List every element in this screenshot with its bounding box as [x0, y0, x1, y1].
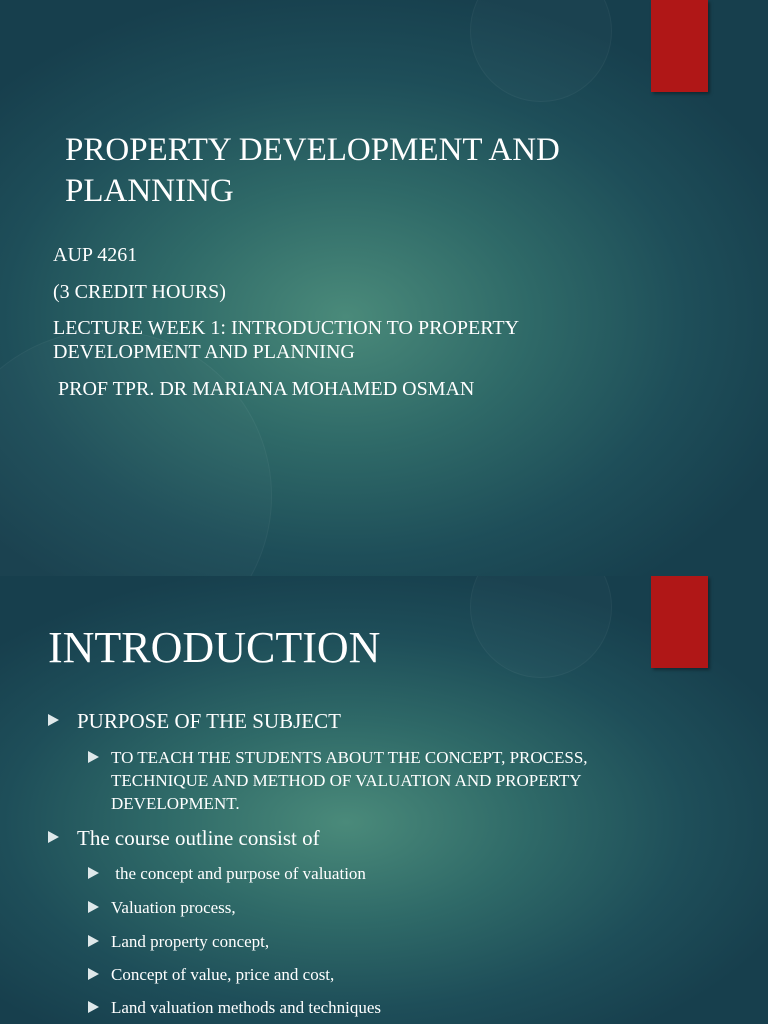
triangle-bullet-icon: [88, 867, 99, 879]
credit-hours: (3 CREDIT HOURS): [53, 281, 226, 303]
triangle-bullet-icon: [88, 751, 99, 763]
triangle-bullet-icon: [48, 714, 59, 726]
triangle-bullet-icon: [88, 1001, 99, 1013]
sub-bullet-item: Valuation process,: [88, 896, 651, 919]
slide-title: PROPERTY DEVELOPMENT AND PLANNING: [65, 132, 560, 209]
sub-bullet-item: the concept and purpose of valuation: [88, 862, 651, 885]
bullet-item: PURPOSE OF THE SUBJECT: [48, 708, 341, 734]
decorative-circle: [0, 330, 272, 576]
sub-bullet-item: Concept of value, price and cost,: [88, 963, 651, 986]
sub-bullet-item: TO TEACH THE STUDENTS ABOUT THE CONCEPT, PROCESS, TECHNIQUE AND METHOD OF VALUATION AND PROPERTY DEVELOPMENT.: [88, 746, 651, 815]
accent-bar: [651, 0, 708, 92]
triangle-bullet-icon: [88, 968, 99, 980]
accent-bar: [651, 576, 708, 668]
triangle-bullet-icon: [88, 935, 99, 947]
bullet-item: The course outline consist of: [48, 825, 320, 851]
slide-2: [0, 576, 768, 1024]
decorative-circle: [470, 0, 612, 102]
lecturer-name: PROF TPR. DR MARIANA MOHAMED OSMAN: [53, 378, 475, 400]
triangle-bullet-icon: [88, 901, 99, 913]
slide-title: INTRODUCTION: [48, 623, 381, 672]
lecture-title: LECTURE WEEK 1: INTRODUCTION TO PROPERTY DEVELOPMENT AND PLANNING: [53, 317, 519, 363]
sub-bullet-item: Land property concept,: [88, 930, 651, 953]
sub-bullet-item: Land valuation methods and techniques: [88, 996, 651, 1019]
decorative-circle: [470, 576, 612, 678]
triangle-bullet-icon: [48, 831, 59, 843]
course-code: AUP 4261: [53, 244, 138, 266]
